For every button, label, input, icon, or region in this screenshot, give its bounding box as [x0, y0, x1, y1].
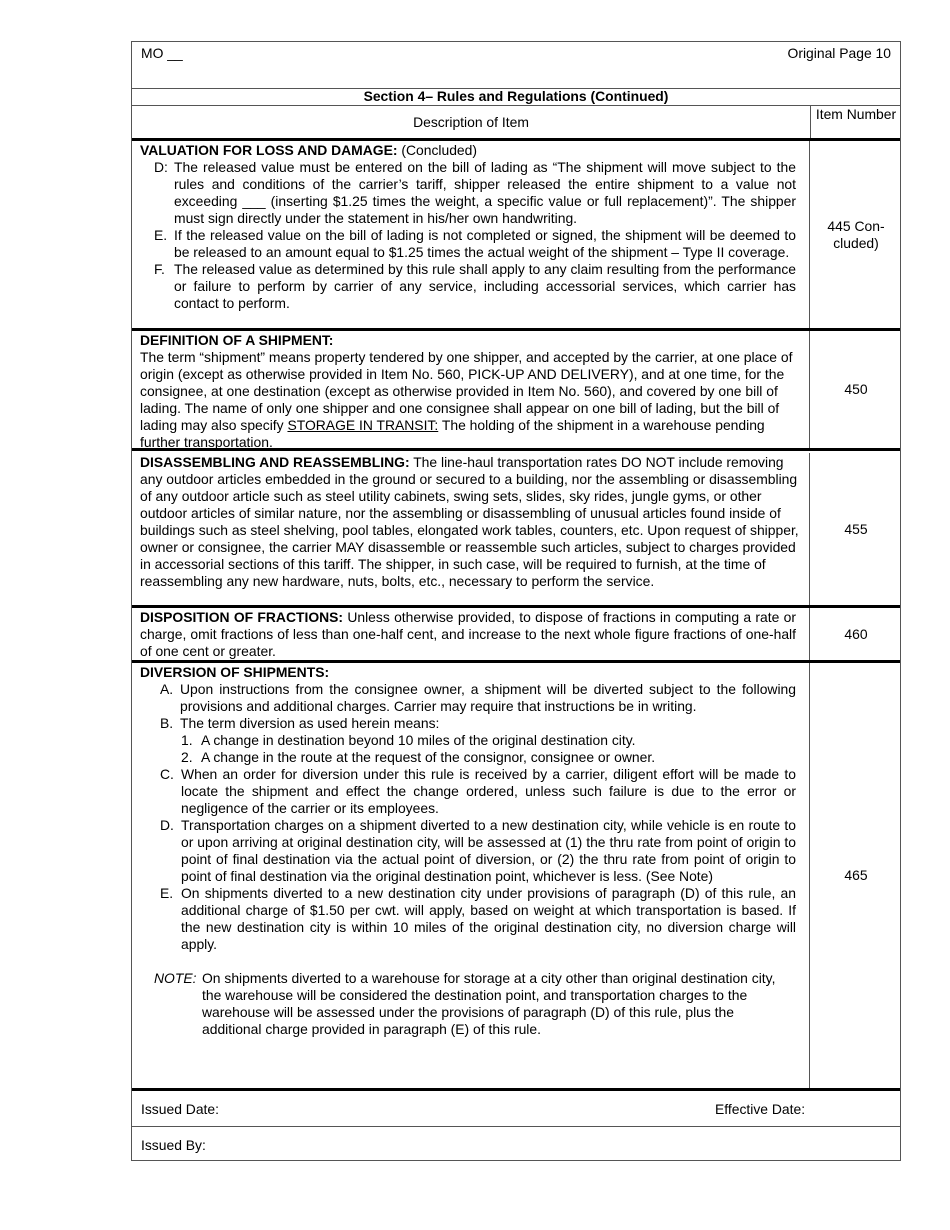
item-description: DEFINITION OF A SHIPMENT: The term “shipment” means property tendered by one shipper, and accepted by the carrier, at one place of origin (except as otherwise provided in Item No. 560, PICK-UP AND DELIVERY), and at one time, for the consignee, at one destination (except as otherwise provided in Item No. 560), and covered by one bill of lading. The name of only one shipper and one consignee shall appear on one bill of lading, but the bill of lading may also specify STORAGE IN TRANSIT: The holding of the shipment in a warehouse pending further transportation.: [132, 331, 810, 448]
footer-dates: [132, 1091, 900, 1127]
note-label: NOTE:: [154, 970, 197, 986]
item-number: 460: [844, 625, 868, 642]
state-code: MO __: [141, 45, 183, 61]
item-title: DISPOSITION OF FRACTIONS:: [140, 609, 344, 625]
sub-item: F. The released value as determined by this rule shall apply to any claim resulting from the performance or failure to perform by carrier of any service, including accessorial services, which carrier has contact to perform.: [154, 261, 796, 311]
note: [140, 970, 796, 1038]
footer-issued-by: [132, 1127, 900, 1162]
item-row-465: [132, 663, 900, 1091]
sub-item: E. If the released value on the bill of lading is not completed or signed, the shipment will be deemed to be released to an amount equal to $1.25 times the actual weight of the shipment – Type II coverage.: [154, 227, 796, 260]
item-title: DEFINITION OF A SHIPMENT:: [140, 332, 334, 348]
sub-item: C. When an order for diversion under this rule is received by a carrier, diligent effort will be made to locate the shipment and effect the change ordered, unless such failure is due to the error or negligence of the carrier or its employees.: [160, 766, 796, 816]
section-title: Section 4– Rules and Regulations (Continued): [132, 88, 900, 106]
sub-item: B. The term diversion as used herein means:: [160, 715, 440, 731]
sub-item: 2. A change in the route at the request of the consignor, consignee or owner.: [181, 749, 656, 765]
description-column-header: Description of Item: [132, 106, 811, 138]
effective-date-label: Effective Date:: [715, 1101, 806, 1117]
item-row-455: [132, 453, 900, 608]
item-description: DISASSEMBLING AND REASSEMBLING: The line-haul transportation rates DO NOT include removing any outdoor articles embedded in the ground or secured to a building, nor the assembling or disassembling of any outdoor article such as steel utility cabinets, swing sets, slides, sky rides, jungle gyms, or other outdoor articles of similar nature, nor the assembling or disassembling of unusual articles found inside of buildings such as steel shelving, pool tables, elongated work tables, counters, etc. Upon request of shipper, owner or consignee, the carrier MAY disassemble or reassemble such articles, subject to charges provided in accessorial sections of this tariff. The shipper, in such case, will be required to furnish, at the time of reassembling any new hardware, nuts, bolts, etc., necessary to perform the service.: [132, 453, 810, 605]
item-title: DISASSEMBLING AND REASSEMBLING:: [140, 454, 410, 470]
sub-item: D. Transportation charges on a shipment diverted to a new destination city, while vehicle is en route to or upon arriving at original destination city, will be assessed at (1) the thru rate from point of origin to point of final destination via the actual point of diversion, or (2) the thru rate from point of origin to point of final destination via the original destination point, whichever is less. (See Note): [160, 817, 796, 884]
item-row-445: [132, 141, 900, 331]
item-number: 445 Con- cluded): [827, 217, 885, 251]
issued-by-label: Issued By:: [141, 1137, 206, 1153]
item-title-suffix: (Concluded): [397, 142, 478, 158]
item-description: [132, 663, 810, 1088]
item-number: 450: [844, 381, 868, 397]
item-description: [132, 141, 810, 328]
item-title: DIVERSION OF SHIPMENTS:: [140, 664, 330, 680]
item-title: VALUATION FOR LOSS AND DAMAGE:: [140, 142, 398, 158]
sub-item: E. On shipments diverted to a new destination city under provisions of paragraph (D) of this rule, an additional charge of $1.50 per cwt. will apply, based on weight at which transportation is based. If the new destination city is within 10 miles of the original destination city, no diversion charge will apply.: [160, 885, 796, 952]
tariff-page: [131, 41, 901, 1161]
note-text: On shipments diverted to a warehouse for storage at a city other than original destination city, the warehouse will be considered the destination point, and transportation charges to the warehouse will be assessed under the provisions of paragraph (D) of this rule, plus the additional charge provided in paragraph (E) of this rule.: [202, 970, 776, 1037]
item-row-450: [132, 331, 900, 451]
item-row-460: [132, 608, 900, 663]
storage-in-transit-term: STORAGE IN TRANSIT:: [287, 417, 439, 433]
column-header: [132, 106, 900, 141]
item-number-column-header: Item Number: [815, 106, 897, 122]
page-header: [132, 42, 900, 89]
sub-item: D: The released value must be entered on the bill of lading as “The shipment will move subject to the rules and conditions of the carrier’s tariff, shipper released the entire shipment to a value not exceeding ___ (inserting $1.25 times the weight, a specific value or full replacement)”. The shipper must sign directly under the statement in his/her own handwriting.: [154, 159, 796, 226]
sub-item: 1. A change in destination beyond 10 miles of the original destination city.: [181, 732, 636, 748]
item-number: 455: [844, 520, 868, 537]
item-description: DISPOSITION OF FRACTIONS: Unless otherwise provided, to dispose of fractions in computing a rate or charge, omit fractions of less than one-half cent, and increase to the next whole figure fractions of one-half of one cent or greater.: [132, 608, 810, 660]
issued-date-label: Issued Date:: [141, 1101, 219, 1117]
sub-item: A. Upon instructions from the consignee owner, a shipment will be diverted subject to the following provisions and additional charges. Carrier may require that instructions be in writing.: [160, 681, 796, 714]
page-number: Original Page 10: [787, 45, 891, 61]
item-number: 465: [844, 867, 868, 883]
